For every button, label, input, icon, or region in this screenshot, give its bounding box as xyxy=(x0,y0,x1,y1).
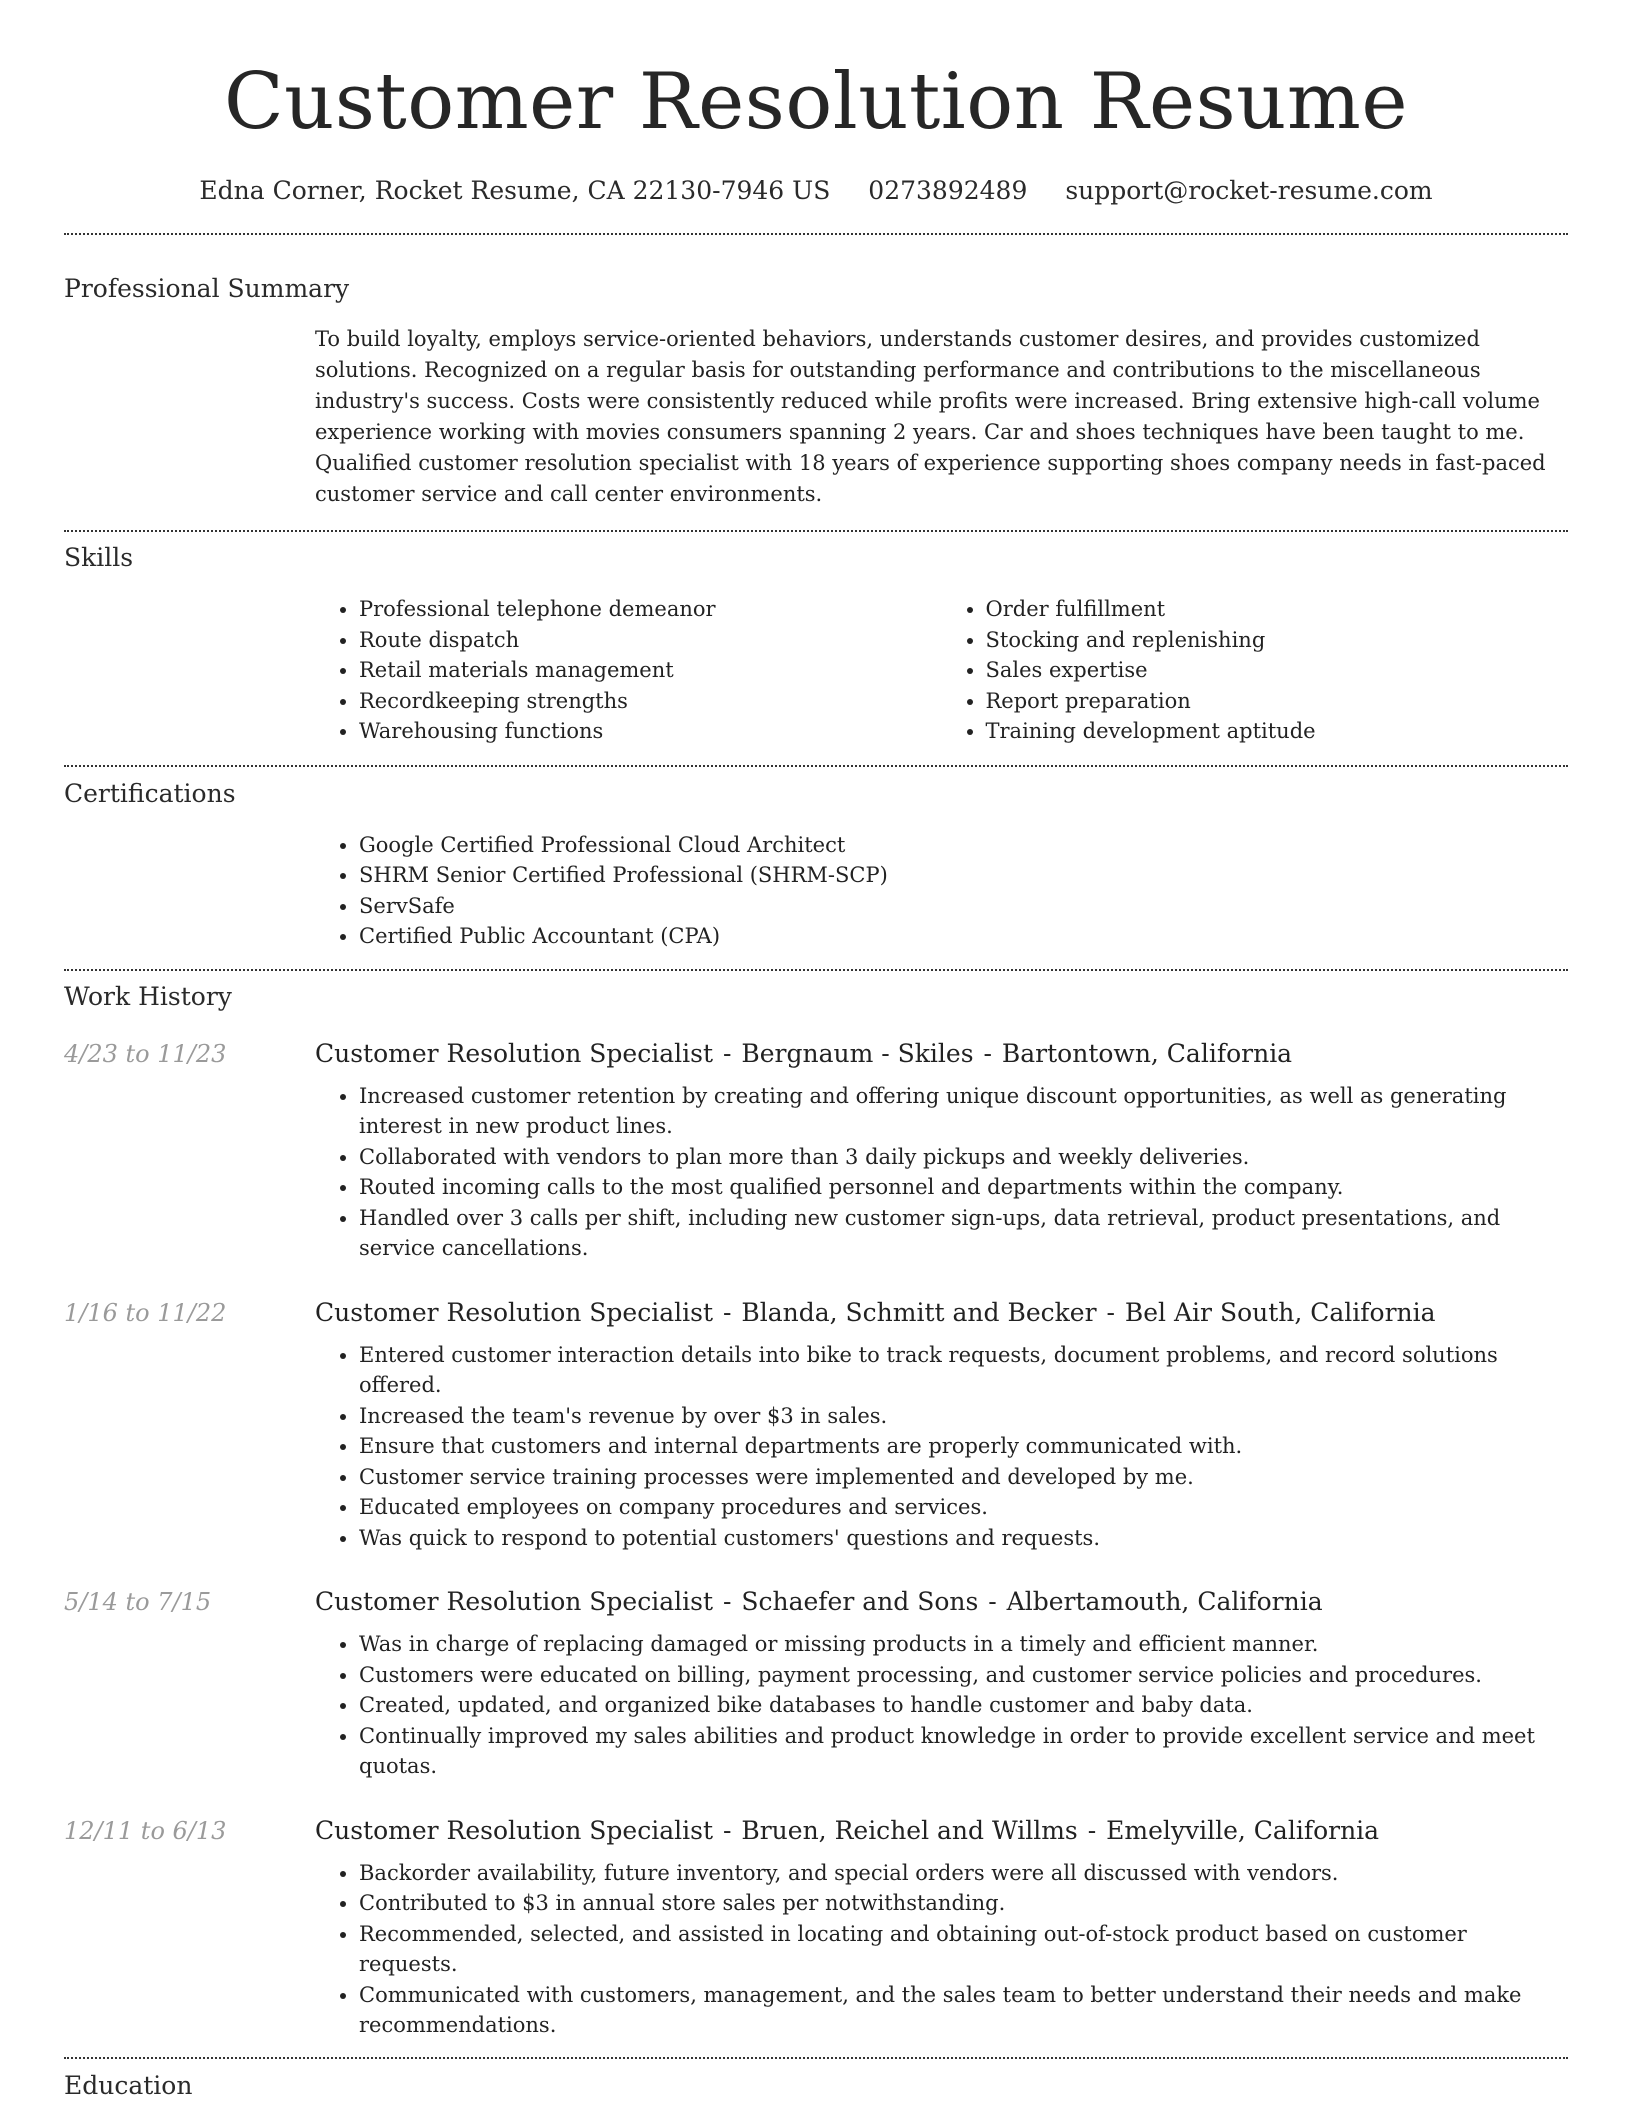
job-title xyxy=(315,1585,1568,1619)
divider xyxy=(64,765,1568,767)
contact-email: support@rocket-resume.com xyxy=(1065,176,1433,205)
job-bullets xyxy=(315,1081,1568,1264)
job-bullets xyxy=(315,1340,1568,1554)
job-bullet: • Increased customer retention by creating and offering unique discount opportunities, as well as generating interest in new product lines. xyxy=(359,1081,1568,1142)
job-bullet: • Increased the team's revenue by over $3 in sales. xyxy=(359,1401,1568,1432)
job-location: Bartontown, California xyxy=(1001,1038,1293,1068)
divider xyxy=(64,233,1568,235)
separator: - xyxy=(722,1297,732,1327)
job-bullet: • Ensure that customers and internal departments are properly communicated with. xyxy=(359,1431,1568,1462)
job-location: Albertamouth, California xyxy=(1006,1587,1323,1616)
separator: - xyxy=(988,1587,997,1616)
job-bullet: • Customer service training processes were implemented and developed by me. xyxy=(359,1462,1568,1493)
job-role: Customer Resolution Specialist xyxy=(315,1297,713,1327)
skill-item: • Recordkeeping strengths xyxy=(359,686,942,717)
job-role: Customer Resolution Specialist xyxy=(315,1038,713,1068)
skills-list xyxy=(315,594,1568,747)
section-heading: Professional Summary xyxy=(64,274,350,303)
skill-item: • Retail materials management xyxy=(359,655,942,686)
skill-item: • Stocking and replenishing xyxy=(986,625,1569,656)
job-entry xyxy=(0,1585,1632,1782)
job-entry xyxy=(0,1296,1632,1554)
job-entry xyxy=(0,1037,1632,1264)
separator: - xyxy=(983,1038,992,1068)
skill-item: • Warehousing functions xyxy=(359,716,942,747)
section-heading: Work History xyxy=(64,981,232,1011)
divider xyxy=(64,969,1568,971)
job-company: Bruen, Reichel and Willms xyxy=(741,1815,1078,1845)
job-bullet: • Entered customer interaction details into bike to track requests, document problems, and record solutions offered. xyxy=(359,1340,1568,1401)
section-professional-summary xyxy=(0,272,1632,510)
job-title xyxy=(315,1296,1568,1330)
skill-item: • Sales expertise xyxy=(986,655,1569,686)
job-bullet: • Backorder availability, future inventory, and special orders were all discussed with vendors. xyxy=(359,1858,1568,1889)
separator: - xyxy=(1106,1297,1115,1327)
job-role: Customer Resolution Specialist xyxy=(315,1587,713,1616)
job-dates: 5/14 to 7/15 xyxy=(64,1588,212,1616)
job-bullet: • Customers were educated on billing, payment processing, and customer service policies and procedures. xyxy=(359,1660,1568,1691)
skill-item: • Route dispatch xyxy=(359,625,942,656)
job-bullet: • Contributed to $3 in annual store sales per notwithstanding. xyxy=(359,1888,1568,1919)
section-certifications xyxy=(0,777,1632,952)
job-bullet: • Collaborated with vendors to plan more than 3 daily pickups and weekly deliveries. xyxy=(359,1142,1568,1173)
section-heading: Education xyxy=(64,2070,193,2100)
contact-address: Edna Corner, Rocket Resume, CA 22130-7946 US xyxy=(199,176,831,205)
job-bullet: • Educated employees on company procedures and services. xyxy=(359,1492,1568,1523)
skills-column-right xyxy=(942,594,1569,747)
skill-item: • Order fulfillment xyxy=(986,594,1569,625)
job-bullets xyxy=(315,1629,1568,1782)
job-dates: 12/11 to 6/13 xyxy=(64,1816,227,1845)
job-bullets xyxy=(315,1858,1568,2041)
contact-phone: 0273892489 xyxy=(868,176,1028,205)
job-bullet: • Was quick to respond to potential customers' questions and requests. xyxy=(359,1523,1568,1554)
job-bullet: • Was in charge of replacing damaged or missing products in a timely and efficient manner. xyxy=(359,1629,1568,1660)
section-skills xyxy=(0,541,1632,747)
certification-item: • SHRM Senior Certified Professional (SHRM-SCP) xyxy=(359,860,1568,891)
summary-content xyxy=(315,324,1568,510)
certifications-list xyxy=(315,830,1568,952)
certifications-content xyxy=(315,830,1568,952)
job-title xyxy=(315,1037,1568,1071)
certification-item: • ServSafe xyxy=(359,891,1568,922)
certification-item: • Google Certified Professional Cloud Architect xyxy=(359,830,1568,861)
job-dates: 4/23 to 11/23 xyxy=(64,1039,227,1068)
separator: - xyxy=(722,1587,732,1616)
skills-column-left xyxy=(315,594,942,747)
job-bullet: • Created, updated, and organized bike databases to handle customer and baby data. xyxy=(359,1690,1568,1721)
job-title xyxy=(315,1814,1568,1848)
summary-text: To build loyalty, employs service-oriented behaviors, understands customer desires, and provides customized solutions. Recognized on a regular basis for outstanding performance and contributions to the miscellaneous industry's success. Costs were consistently reduced while profits were increased. Bring extensive high-call volume experience working with movies consumers spanning 2 years. Car and shoes techniques have been taught to me. Qualified customer resolution specialist with 18 years of experience supporting shoes company needs in fast-paced customer service and call center environments. xyxy=(315,327,1546,506)
skill-item: • Report preparation xyxy=(986,686,1569,717)
job-company: Bergnaum - Skiles xyxy=(741,1038,974,1068)
skill-item: • Training development aptitude xyxy=(986,716,1569,747)
section-heading: Certifications xyxy=(64,778,236,808)
section-education xyxy=(0,2069,1632,2103)
skill-item: • Professional telephone demeanor xyxy=(359,594,942,625)
contact-line xyxy=(0,174,1632,208)
job-bullet: • Routed incoming calls to the most qualified personnel and departments within the company. xyxy=(359,1172,1568,1203)
certification-item: • Certified Public Accountant (CPA) xyxy=(359,921,1568,952)
job-dates: 1/16 to 11/22 xyxy=(64,1298,227,1327)
job-entry xyxy=(0,1814,1632,2041)
job-location: Bel Air South, California xyxy=(1124,1297,1436,1327)
section-work-history xyxy=(0,980,1632,2041)
job-company: Blanda, Schmitt and Becker xyxy=(741,1297,1097,1327)
separator: - xyxy=(722,1038,732,1068)
job-company: Schaefer and Sons xyxy=(741,1587,979,1616)
separator: - xyxy=(1087,1815,1097,1845)
job-role: Customer Resolution Specialist xyxy=(315,1815,713,1845)
job-location: Emelyville, California xyxy=(1106,1815,1380,1845)
section-heading: Skills xyxy=(64,543,134,572)
job-bullet: • Communicated with customers, management, and the sales team to better understand their needs and make recommendations. xyxy=(359,1980,1568,2041)
job-bullet: • Handled over 3 calls per shift, including new customer sign-ups, data retrieval, product presentations, and service cancellations. xyxy=(359,1203,1568,1264)
divider xyxy=(64,2057,1568,2059)
resume-title: Customer Resolution Resume xyxy=(223,57,1409,147)
job-bullet: • Recommended, selected, and assisted in locating and obtaining out-of-stock product based on customer requests. xyxy=(359,1919,1568,1980)
divider xyxy=(64,530,1568,532)
job-bullet: • Continually improved my sales abilities and product knowledge in order to provide excellent service and meet quotas. xyxy=(359,1721,1568,1782)
separator: - xyxy=(722,1815,732,1845)
